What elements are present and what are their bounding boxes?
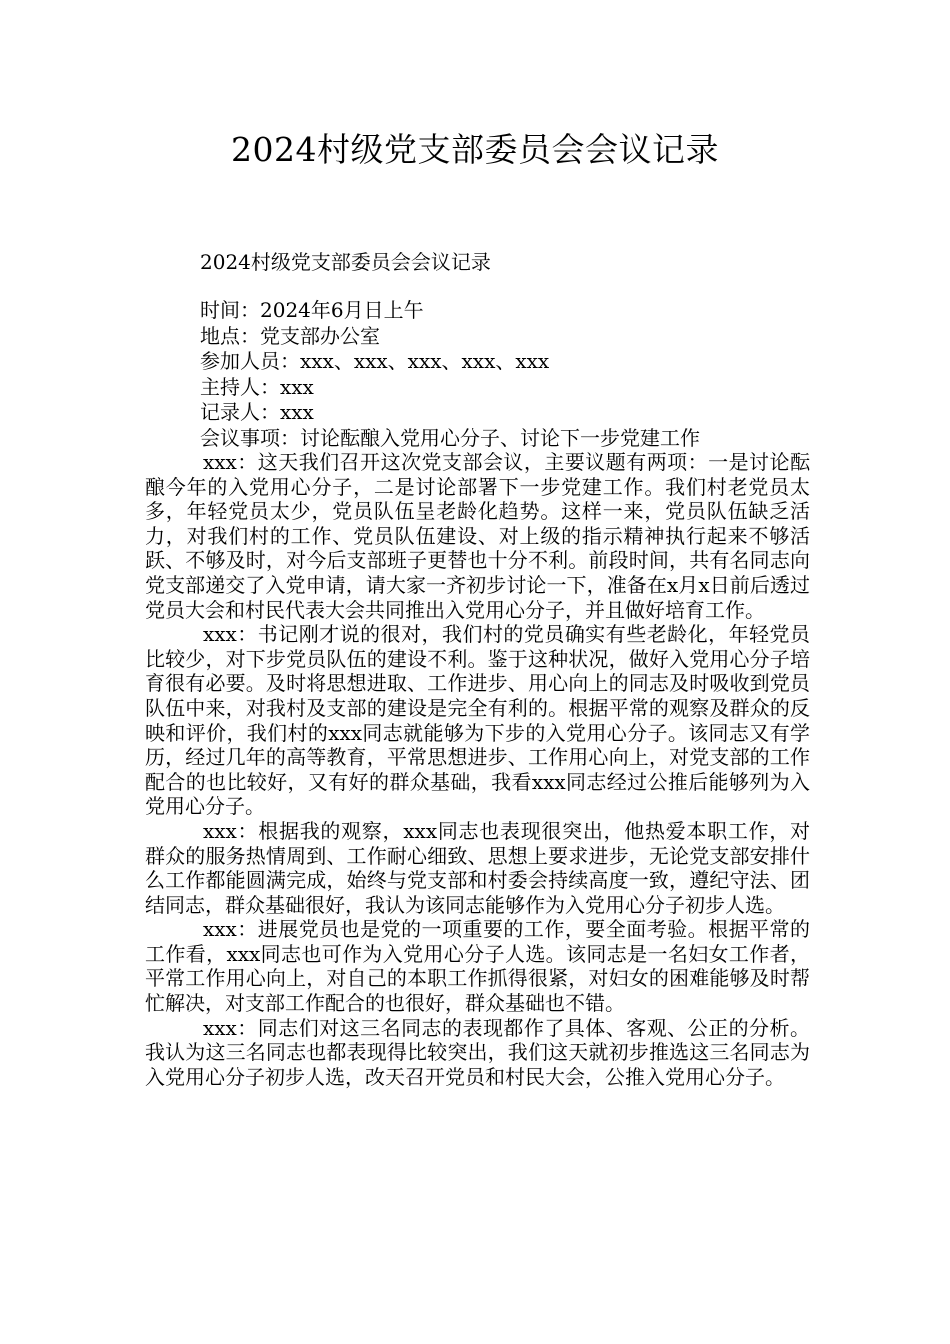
meeting-agenda: 会议事项：讨论酝酿入党用心分子、讨论下一步党建工作: [200, 425, 700, 450]
meeting-recorder: 记录人：xxx: [200, 400, 314, 424]
document-subtitle: 2024村级党支部委员会会议记录: [200, 250, 491, 274]
paragraph-5: xxx：同志们对这三名同志的表现都作了具体、客观、公正的分析。我认为这三名同志也都表现得比较突出，我们这天就初步推选这三名同志为入党用心分子初步人选，改天召开党员和村民大会，公推入党用心分子。: [145, 1015, 810, 1089]
paragraph-1: xxx：这天我们召开这次党支部会议，主要议题有两项：一是讨论酝酿今年的入党用心分子，二是讨论部署下一步党建工作。我们村老党员太多，年轻党员太少，党员队伍呈老龄化趋势。这样一来，党员队伍缺乏活力，对我们村的工作、党员队伍建设、对上级的指示精神执行起来不够活跃、不够及时，对今后支部班子更替也十分不利。前段时间，共有名同志向党支部递交了入党申请，请大家一齐初步讨论一下，准备在x月x日前后透过党员大会和村民代表大会共同推出入党用心分子，并且做好培育工作。: [145, 450, 810, 622]
meeting-attendees: 参加人员：xxx、xxx、xxx、xxx、xxx: [200, 349, 550, 373]
meeting-time: 时间：2024年6月日上午: [200, 298, 424, 322]
paragraph-2: xxx：书记刚才说的很对，我们村的党员确实有些老龄化，年轻党员比较少，对下步党员队伍的建设不利。鉴于这种状况，做好入党用心分子培育很有必要。及时将思想进取、工作进步、用心向上的同志及时吸收到党员队伍中来，对我村及支部的建设是完全有利的。根据平常的观察及群众的反映和评价，我们村的xxx同志就能够为下步的入党用心分子。该同志又有学历，经过几年的高等教育，平常思想进步、工作用心向上，对党支部的工作配合的也比较好，又有好的群众基础，我看xxx同志经过公推后能够列为入党用心分子。: [145, 622, 810, 819]
paragraph-4: xxx：进展党员也是党的一项重要的工作，要全面考验。根据平常的工作看，xxx同志也可作为入党用心分子人选。该同志是一名妇女工作者，平常工作用心向上，对自己的本职工作抓得很紧，对妇女的困难能够及时帮忙解决，对支部工作配合的也很好，群众基础也不错。: [145, 917, 810, 1016]
meeting-body: [145, 450, 810, 1089]
meeting-meta-list: [200, 298, 700, 451]
paragraph-3: xxx：根据我的观察，xxx同志也表现很突出，他热爱本职工作，对群众的服务热情周到、工作耐心细致、思想上要求进步，无论党支部安排什么工作都能圆满完成，始终与党支部和村委会持续高度一致，遵纪守法、团结同志，群众基础很好，我认为该同志能够作为入党用心分子初步人选。: [145, 818, 810, 917]
document-title: 2024村级党支部委员会会议记录: [231, 130, 719, 169]
meeting-location: 地点：党支部办公室: [200, 323, 380, 348]
meeting-host: 主持人：xxx: [200, 374, 314, 399]
